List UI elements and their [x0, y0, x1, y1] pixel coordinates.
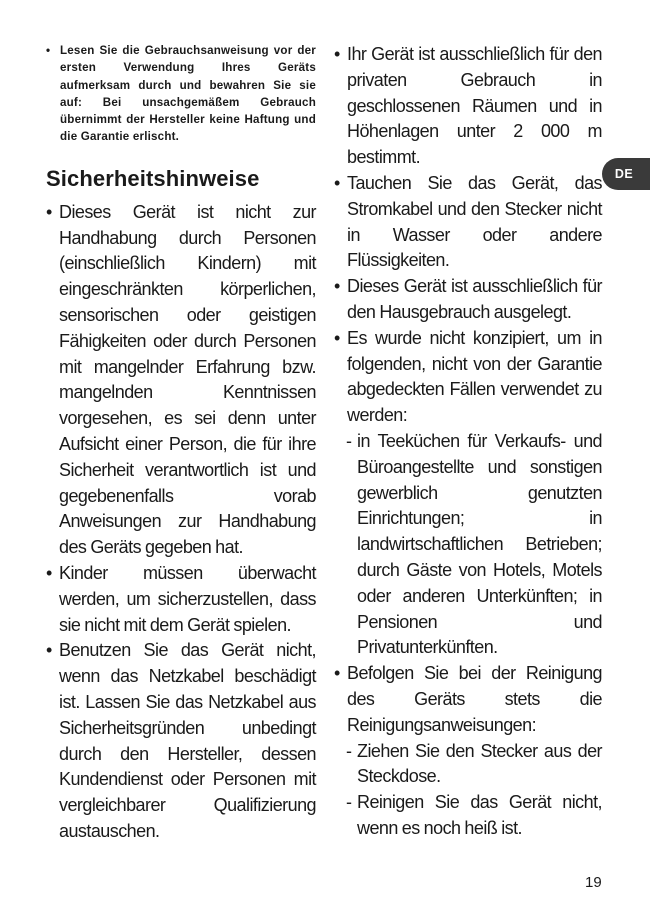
right-column: [334, 42, 602, 842]
bullet-text: • Dieses Gerät ist nicht zur Handhabung durch Personen (einschließlich Kindern) mit eingeschränkten körperlichen, sensorischen oder geistigen Fähigkeiten oder durch Personen mit mangelnder Erfahrung bzw. mangelnden Kenntnissen vorgesehen, es sei denn unter Aufsicht einer Person, die für ihre Sicherheit verantwortlich ist und gegebenenfalls vorab Anweisungen zur Handhabung des Geräts gegeben hat.: [59, 201, 316, 558]
bullet-item: [46, 200, 316, 561]
bullet-item: [334, 42, 602, 171]
bullet-item: [46, 561, 316, 638]
intro-bullet: • Lesen Sie die Gebrauchsanweisung vor der ersten Verwendung Ihres Geräts aufmerksam durch und bewahren Sie sie auf: Bei unsachgemäßem Gebrauch übernimmt der Hersteller keine Haftung und die Garantie erlischt.: [46, 42, 316, 146]
bullet-item: [46, 638, 316, 844]
sub-list: [347, 429, 602, 661]
bullet-text: • Ihr Gerät ist ausschließlich für den privaten Gebrauch in geschlossenen Räumen und in Höhenlagen unter 2 000 m bestimmt.: [347, 44, 602, 168]
bullet-text: • Dieses Gerät ist ausschließlich für den Hausgebrauch ausgelegt.: [347, 276, 602, 322]
bullet-text: • Benutzen Sie das Gerät nicht, wenn das Netzkabel beschädigt ist. Lassen Sie das Netzkabel aus Sicherheitsgründen unbedingt durch den Hersteller, dessen Kundendienst oder Personen mit vergleichbarer Qualifizierung austauschen.: [59, 640, 316, 841]
intro-list: [46, 42, 316, 146]
page-number: 19: [585, 874, 602, 891]
bullet-item: [334, 171, 602, 274]
bullet-text: • Kinder müssen überwacht werden, um sicherzustellen, dass sie nicht mit dem Gerät spielen.: [59, 562, 316, 635]
bullet-text: • Es wurde nicht konzipiert, um in folgenden, nicht von der Garantie abgedeckten Fällen verwendet zu werden:: [347, 327, 602, 426]
left-column: [46, 42, 316, 845]
bullet-text: • Tauchen Sie das Gerät, das Stromkabel und den Stecker nicht in Wasser oder andere Flüssigkeiten.: [347, 172, 602, 271]
sub-item: - in Teeküchen für Verkaufs- und Büroangestellte und sonstigen gewerblich genutzten Einrichtungen; in landwirtschaftlichen Betrieben; durch Gäste von Hotels, Motels oder anderen Unterkünften; in Pensionen und Privatunterkünften.: [347, 429, 602, 661]
sub-item: - Ziehen Sie den Stecker aus der Steckdose.: [347, 739, 602, 791]
bullet-item: [334, 661, 602, 842]
bullet-text: • Befolgen Sie bei der Reinigung des Geräts stets die Reinigungsanweisungen:: [347, 663, 602, 735]
bullet-item: [334, 326, 602, 661]
left-bullet-list: [46, 200, 316, 845]
bullet-item: [334, 274, 602, 326]
sub-list: [347, 739, 602, 842]
sub-item: - Reinigen Sie das Gerät nicht, wenn es noch heiß ist.: [347, 790, 602, 842]
section-heading: Sicherheitshinweise: [46, 165, 260, 191]
language-tab: DE: [602, 158, 650, 190]
right-bullet-list: [334, 42, 602, 842]
